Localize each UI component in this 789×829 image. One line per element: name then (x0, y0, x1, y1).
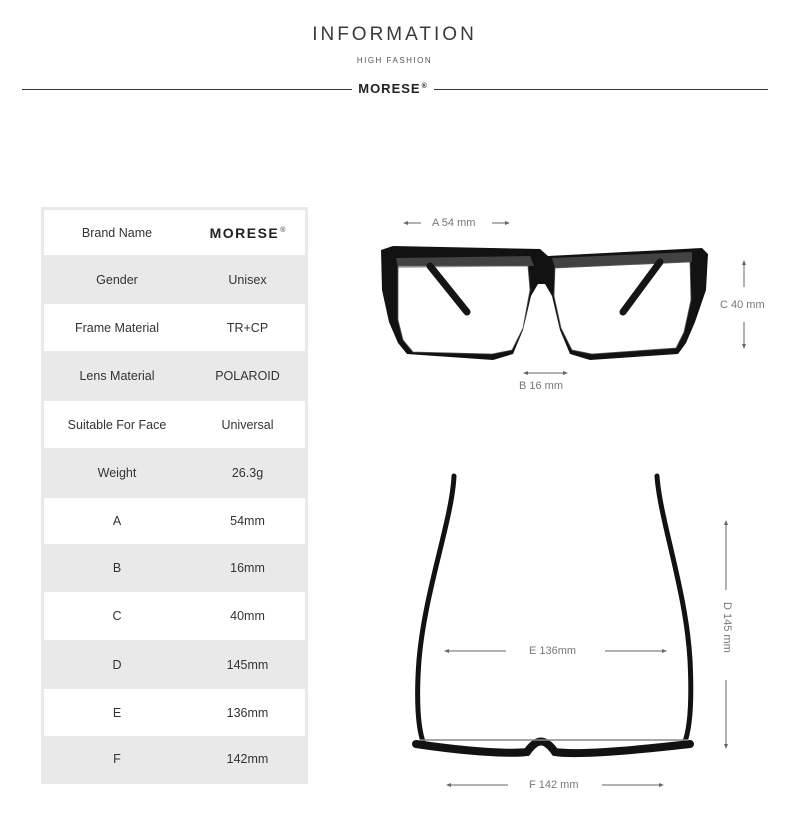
spec-label: B (112, 561, 122, 575)
spec-value: 136mm (226, 705, 269, 720)
spec-label: Lens Material (79, 368, 155, 383)
registered-mark: ® (421, 82, 428, 90)
page-subtitle: HIGH FASHION (356, 56, 433, 65)
dimension-f-label: F 142 mm (529, 779, 579, 791)
spec-value: 145mm (226, 657, 269, 672)
spec-label: F (113, 752, 121, 766)
spec-label: C (112, 609, 122, 623)
brand-logo-text: MORESE (358, 81, 421, 96)
page-title: INFORMATION (312, 24, 477, 45)
dimension-d-label: D 145 mm (721, 602, 733, 653)
spec-value: 40mm (230, 609, 265, 623)
glasses-front-view (381, 246, 708, 360)
spec-label: Weight (97, 465, 137, 480)
dimension-a-label: A 54 mm (432, 217, 476, 229)
spec-value: Universal (221, 417, 274, 432)
spec-label: Frame Material (74, 320, 160, 335)
spec-value: Unisex (228, 273, 267, 287)
spec-value: TR+CP (226, 320, 269, 335)
spec-value: 142mm (226, 752, 269, 766)
glasses-top-view (416, 476, 691, 753)
spec-label: A (112, 514, 122, 528)
spec-value: POLAROID (215, 368, 280, 383)
spec-label: D (112, 657, 122, 672)
spec-label: Gender (96, 273, 138, 287)
spec-value: 54mm (230, 514, 265, 528)
spec-label: Brand Name (81, 225, 153, 240)
dimension-e-label: E 136mm (529, 645, 577, 657)
spec-label: E (112, 705, 122, 720)
dimension-c-label: C 40 mm (720, 299, 765, 311)
spec-value: 16mm (230, 561, 265, 575)
spec-value-brand: MORESE® (209, 224, 286, 241)
spec-value: 26.3g (231, 465, 264, 480)
spec-label: Suitable For Face (67, 417, 167, 432)
dimension-b-label: B 16 mm (519, 380, 564, 392)
